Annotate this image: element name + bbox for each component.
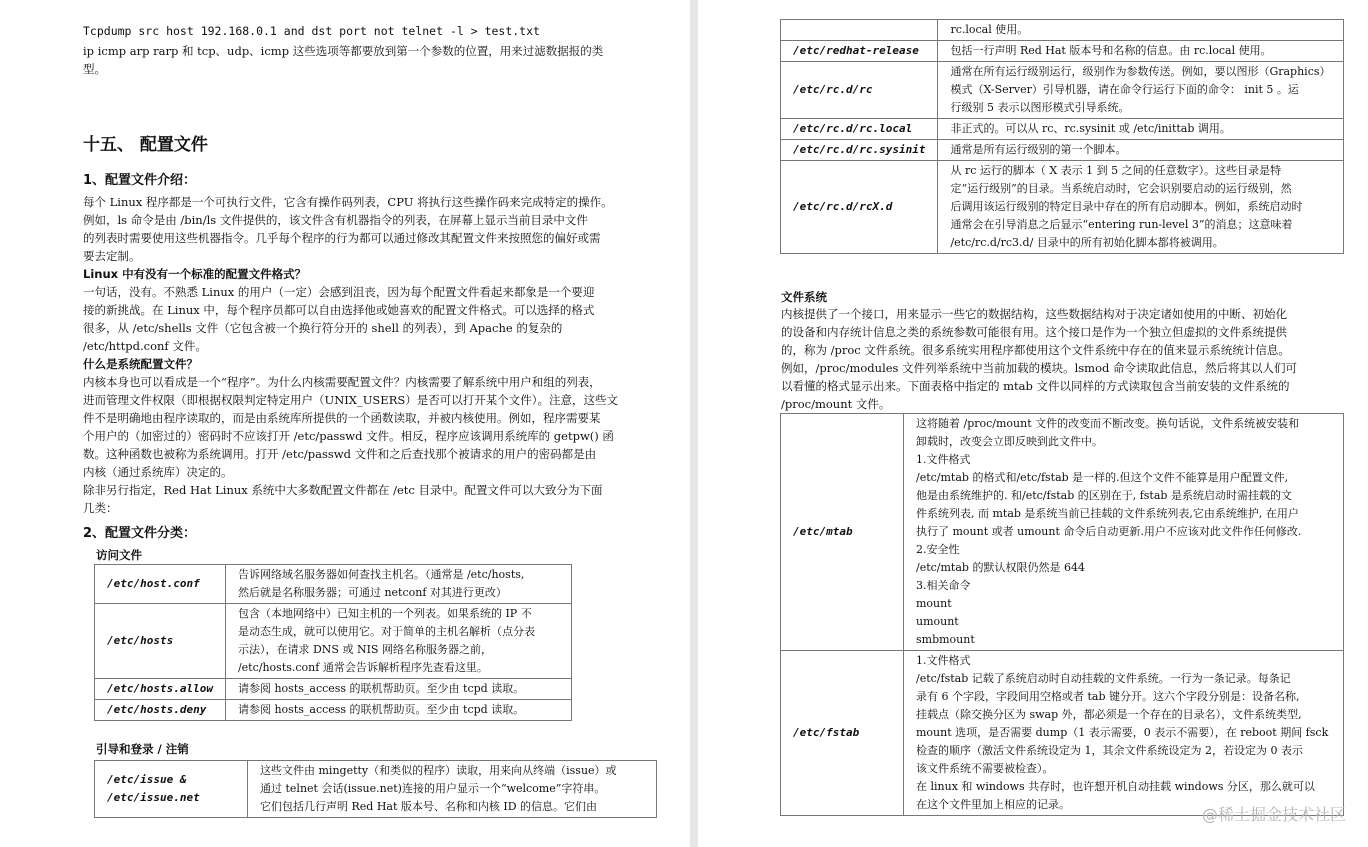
- filesystem-paragraph: [781, 305, 1297, 413]
- text-line: 很多，从 /etc/shells 文件（它包含被一个换行符分开的 shell 的列表），到 Apache 的复杂的: [83, 321, 563, 335]
- config-file-description: 这些文件由 mingetty（和类似的程序）读取，用来向从终端（issue）或 通过 telnet 会话(issue.net)连接的用户显示一个“welcome”字符串。 它们包括几行声明 Red Hat 版本号、名称和内核 ID 的信息。它们由: [248, 761, 657, 818]
- text-line: 个用户的（加密过的）密码时不应该打开 /etc/passwd 文件。相反，程序应该调用系统库的 getpw() 函: [83, 429, 614, 443]
- table-row: [95, 761, 657, 818]
- chapter-title: 十五、 配置文件: [83, 135, 208, 155]
- section-1-title: 1、配置文件介绍：: [83, 173, 197, 188]
- table-row: [95, 679, 572, 700]
- text-line: 型。: [83, 62, 106, 76]
- config-file-name: /etc/hosts.allow: [95, 679, 226, 700]
- text-line: 接的新挑战。在 Linux 中，每个程序员都可以自由选择他或她喜欢的配置文件格式。可以选择的格式: [83, 303, 595, 317]
- text-line: 例如，ls 命令是由 /bin/ls 文件提供的，该文件含有机器指令的列表，在屏幕上显示当前目录中文件: [83, 213, 588, 227]
- intro-paragraph: [83, 42, 603, 78]
- text-line: 要去定制。: [83, 249, 141, 263]
- boot-login-table: [94, 760, 657, 818]
- text-line: 内核本身也可以看成是一个“程序”。为什么内核需要配置文件？内核需要了解系统中用户和组的列表，: [83, 375, 601, 389]
- config-file-description: 包括一行声明 Red Hat 版本号和名称的信息。由 rc.local 使用。: [938, 41, 1344, 62]
- question-heading: 什么是系统配置文件？: [83, 357, 198, 371]
- table-row: [781, 119, 1344, 140]
- config-file-name: /etc/mtab: [781, 414, 904, 651]
- text-line: /etc/httpd.conf 文件。: [83, 339, 207, 353]
- config-file-description: 通常在所有运行级别运行，级别作为参数传送。例如，要以图形（Graphics） 模式（X-Server）引导机器，请在命令行运行下面的命令： init 5 。运 行级别 5 表示以图形模式引导系统。: [938, 62, 1344, 119]
- config-file-description: 从 rc 运行的脚本（ X 表示 1 到 5 之间的任意数字）。这些目录是特 定“运行级别”的目录。当系统启动时，它会识别要启动的运行级别，然 后调用该运行级别的特定目录中存在的所有启动脚本。例如，系统启动时 通常会在引导消息之后显示“entering run-level 3”的消息；这意味着 /etc/rc.d/rc3.d/ 目录中的所有初始化脚本都将被调用。: [938, 161, 1344, 254]
- table-row: [781, 161, 1344, 254]
- table-row: [781, 414, 1344, 651]
- table-row: [95, 700, 572, 721]
- config-file-name: /etc/fstab: [781, 651, 904, 816]
- text-line: 数。这种函数也被称为系统调用。打开 /etc/passwd 文件和之后查找那个被请求的用户的密码都是由: [83, 447, 597, 461]
- question-heading: Linux 中有没有一个标准的配置文件格式？: [83, 267, 307, 281]
- text-line: 内核提供了一个接口，用来显示一些它的数据结构，这些数据结构对于决定诸如使用的中断、初始化: [781, 307, 1287, 321]
- config-file-name: /etc/hosts: [95, 604, 226, 679]
- table-row: [781, 41, 1344, 62]
- config-file-name: [781, 20, 938, 41]
- config-file-description: 非正式的。可以从 rc、rc.sysinit 或 /etc/inittab 调用。: [938, 119, 1344, 140]
- text-line: 每个 Linux 程序都是一个可执行文件，它含有操作码列表，CPU 将执行这些操作码来完成特定的操作。: [83, 195, 613, 209]
- text-line: 内核（通过系统库）决定的。: [83, 465, 233, 479]
- filesystem-title: 文件系统: [781, 290, 827, 304]
- text-line: 几类：: [83, 501, 118, 515]
- text-line: 件不是明确地由程序读取的，而是由系统库所提供的一个函数读取，并被内核使用。例如，程序需要某: [83, 411, 601, 425]
- table-row: [781, 62, 1344, 119]
- text-line: 的设备和内存统计信息之类的系统参数可能很有用。这个接口是作为一个独立但虚拟的文件系统提供: [781, 325, 1287, 339]
- config-file-description: rc.local 使用。: [938, 20, 1344, 41]
- text-line: 一句话，没有。不熟悉 Linux 的用户（一定）会感到沮丧，因为每个配置文件看起来都象是一个要迎: [83, 285, 595, 299]
- text-line: 的列表时需要使用这些机器指令。几乎每个程序的行为都可以通过修改其配置文件来按照您的偏好或需: [83, 231, 601, 245]
- text-line: ip icmp arp rarp 和 tcp、udp、icmp 这些选项等都要放到第一个参数的位置，用来过滤数据报的类: [83, 44, 604, 58]
- config-file-name: /etc/hosts.deny: [95, 700, 226, 721]
- section-2-title: 2、配置文件分类：: [83, 526, 197, 541]
- paragraph-intro-config: [83, 193, 618, 517]
- watermark-text: @稀土掘金技术社区: [1201, 805, 1346, 824]
- table-row: [781, 651, 1344, 816]
- config-file-name: /etc/redhat-release: [781, 41, 938, 62]
- config-file-name: /etc/host.conf: [95, 565, 226, 604]
- config-file-description: 告诉网络域名服务器如何查找主机名。（通常是 /etc/hosts, 然后就是名称服务器；可通过 netconf 对其进行更改）: [225, 565, 571, 604]
- config-file-description: 请参阅 hosts_access 的联机帮助页。至少由 tcpd 读取。: [225, 700, 571, 721]
- table-row: [95, 565, 572, 604]
- config-file-name: /etc/rc.d/rc.local: [781, 119, 938, 140]
- text-line: /proc/mount 文件。: [781, 397, 891, 411]
- config-file-description: 通常是所有运行级别的第一个脚本。: [938, 140, 1344, 161]
- config-file-description: 1.文件格式 /etc/fstab 记载了系统启动时自动挂载的文件系统。一行为一条记录。每条记 录有 6 个字段，字段间用空格或者 tab 键分开。这六个字段分别是：设备名称, 挂载点（除交换分区为 swap 外，都必须是一个存在的目录名），文件系统类型, mount 选项，是否需要 dump（1 表示需要，0 表示不需要），在 reboot 期间 fsck 检查的顺序（激活文件系统设定为 1，其余文件系统设定为 2，若设定为 0 表示 该文件系统不需要被检查）。 在 linux 和 windows 共存时，也许想开机自动挂载 windows 分区，那么就可以 在这个文件里加上相应的记录。: [904, 651, 1344, 816]
- table-row: [781, 20, 1344, 41]
- config-file-description: 包含（本地网络中）已知主机的一个列表。如果系统的 IP 不 是动态生成，就可以使用它。对于简单的主机名解析（点分表 示法），在请求 DNS 或 NIS 网络名称服务器之前， /etc/hosts.conf 通常会告诉解析程序先查看这里。: [225, 604, 571, 679]
- boot-files-table-continued: [780, 19, 1344, 254]
- filesystem-table: [780, 413, 1344, 816]
- table-row: [95, 604, 572, 679]
- text-line: 进而管理文件权限（即根据权限判定特定用户（UNIX_USERS）是否可以打开某个文件）。注意，这些文: [83, 393, 618, 407]
- access-files-title: 访问文件: [96, 548, 142, 562]
- access-files-table: [94, 564, 572, 721]
- config-file-name: /etc/rc.d/rc: [781, 62, 938, 119]
- config-file-name: /etc/rc.d/rc.sysinit: [781, 140, 938, 161]
- boot-login-title: 引导和登录 / 注销: [96, 742, 189, 756]
- config-file-description: 请参阅 hosts_access 的联机帮助页。至少由 tcpd 读取。: [225, 679, 571, 700]
- config-file-description: 这将随着 /proc/mount 文件的改变而不断改变。换句话说，文件系统被安装和 卸载时，改变会立即反映到此文件中。 1.文件格式 /etc/mtab 的格式和/etc/fstab 是一样的.但这个文件不能算是用户配置文件, 他是由系统维护的. 和/etc/fstab 的区别在于, fstab 是系统启动时需挂载的文 件系统列表, 而 mtab 是系统当前已挂载的文件系统列表,它由系统维护, 在用户 执行了 mount 或者 umount 命令后自动更新.用户不应该对此文件作任何修改. 2.安全性 /etc/mtab 的默认权限仍然是 644 3.相关命令 mount umount smbmount: [904, 414, 1344, 651]
- document-page-right: [698, 0, 1368, 847]
- text-line: 例如，/proc/modules 文件列举系统中当前加载的模块。lsmod 命令读取此信息，然后将其以人们可: [781, 361, 1298, 375]
- text-line: 的，称为 /proc 文件系统。很多系统实用程序都使用这个文件系统中存在的值来显示系统统计信息。: [781, 343, 1290, 357]
- table-row: [781, 140, 1344, 161]
- tcpdump-command-line: Tcpdump src host 192.168.0.1 and dst port not telnet -l > test.txt: [83, 24, 540, 38]
- config-file-name: /etc/rc.d/rcX.d: [781, 161, 938, 254]
- text-line: 以看懂的格式显示出来。下面表格中指定的 mtab 文件以同样的方式读取包含当前安装的文件系统的: [781, 379, 1290, 393]
- text-line: 除非另行指定，Red Hat Linux 系统中大多数配置文件都在 /etc 目录中。配置文件可以大致分为下面: [83, 483, 603, 497]
- config-file-name: /etc/issue & /etc/issue.net: [95, 761, 248, 818]
